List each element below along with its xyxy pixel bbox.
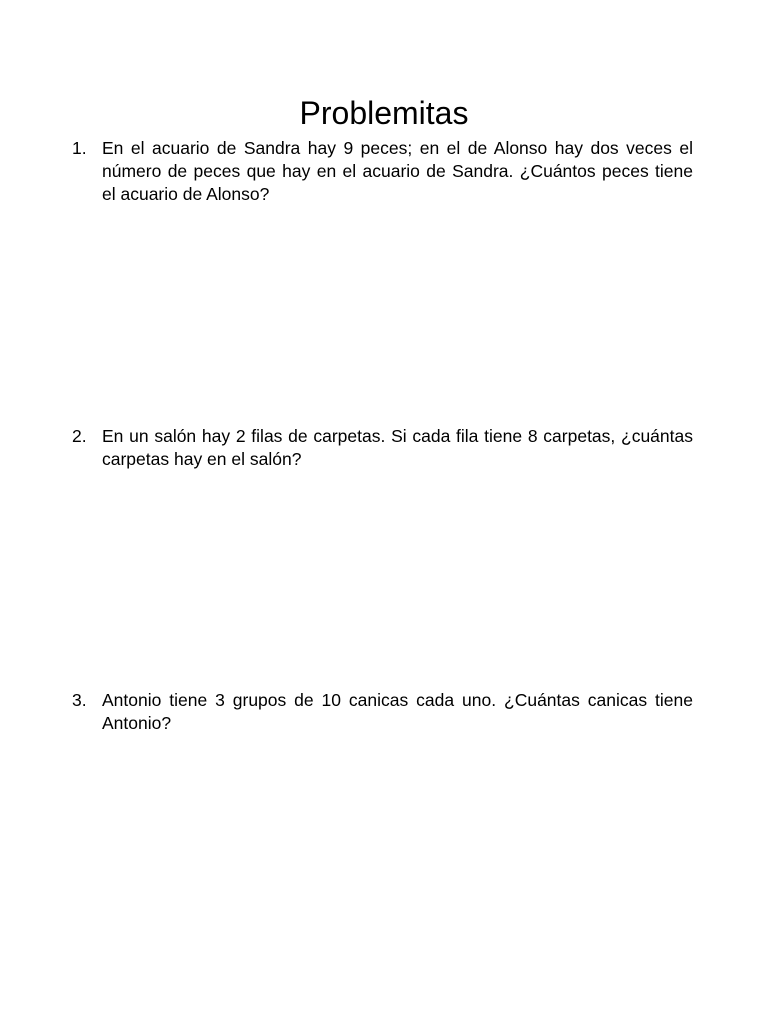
problem-text: En un salón hay 2 filas de carpetas. Si cada fila tiene 8 carpetas, ¿cuántas carpetas hay en el salón? [102,426,693,469]
problem-1 [72,137,693,206]
problem-number: 2. [72,426,87,446]
problem-number: 3. [72,690,87,710]
problem-text: En el acuario de Sandra hay 9 peces; en el de Alonso hay dos veces el número de peces que hay en el acuario de Sandra. ¿Cuántos peces tiene el acuario de Alonso? [102,138,693,204]
problem-2 [72,425,693,471]
problem-number: 1. [72,138,87,158]
page-title: Problemitas [299,95,469,131]
problem-3 [72,689,693,735]
problem-text: Antonio tiene 3 grupos de 10 canicas cada uno. ¿Cuántas canicas tiene Antonio? [102,690,693,733]
